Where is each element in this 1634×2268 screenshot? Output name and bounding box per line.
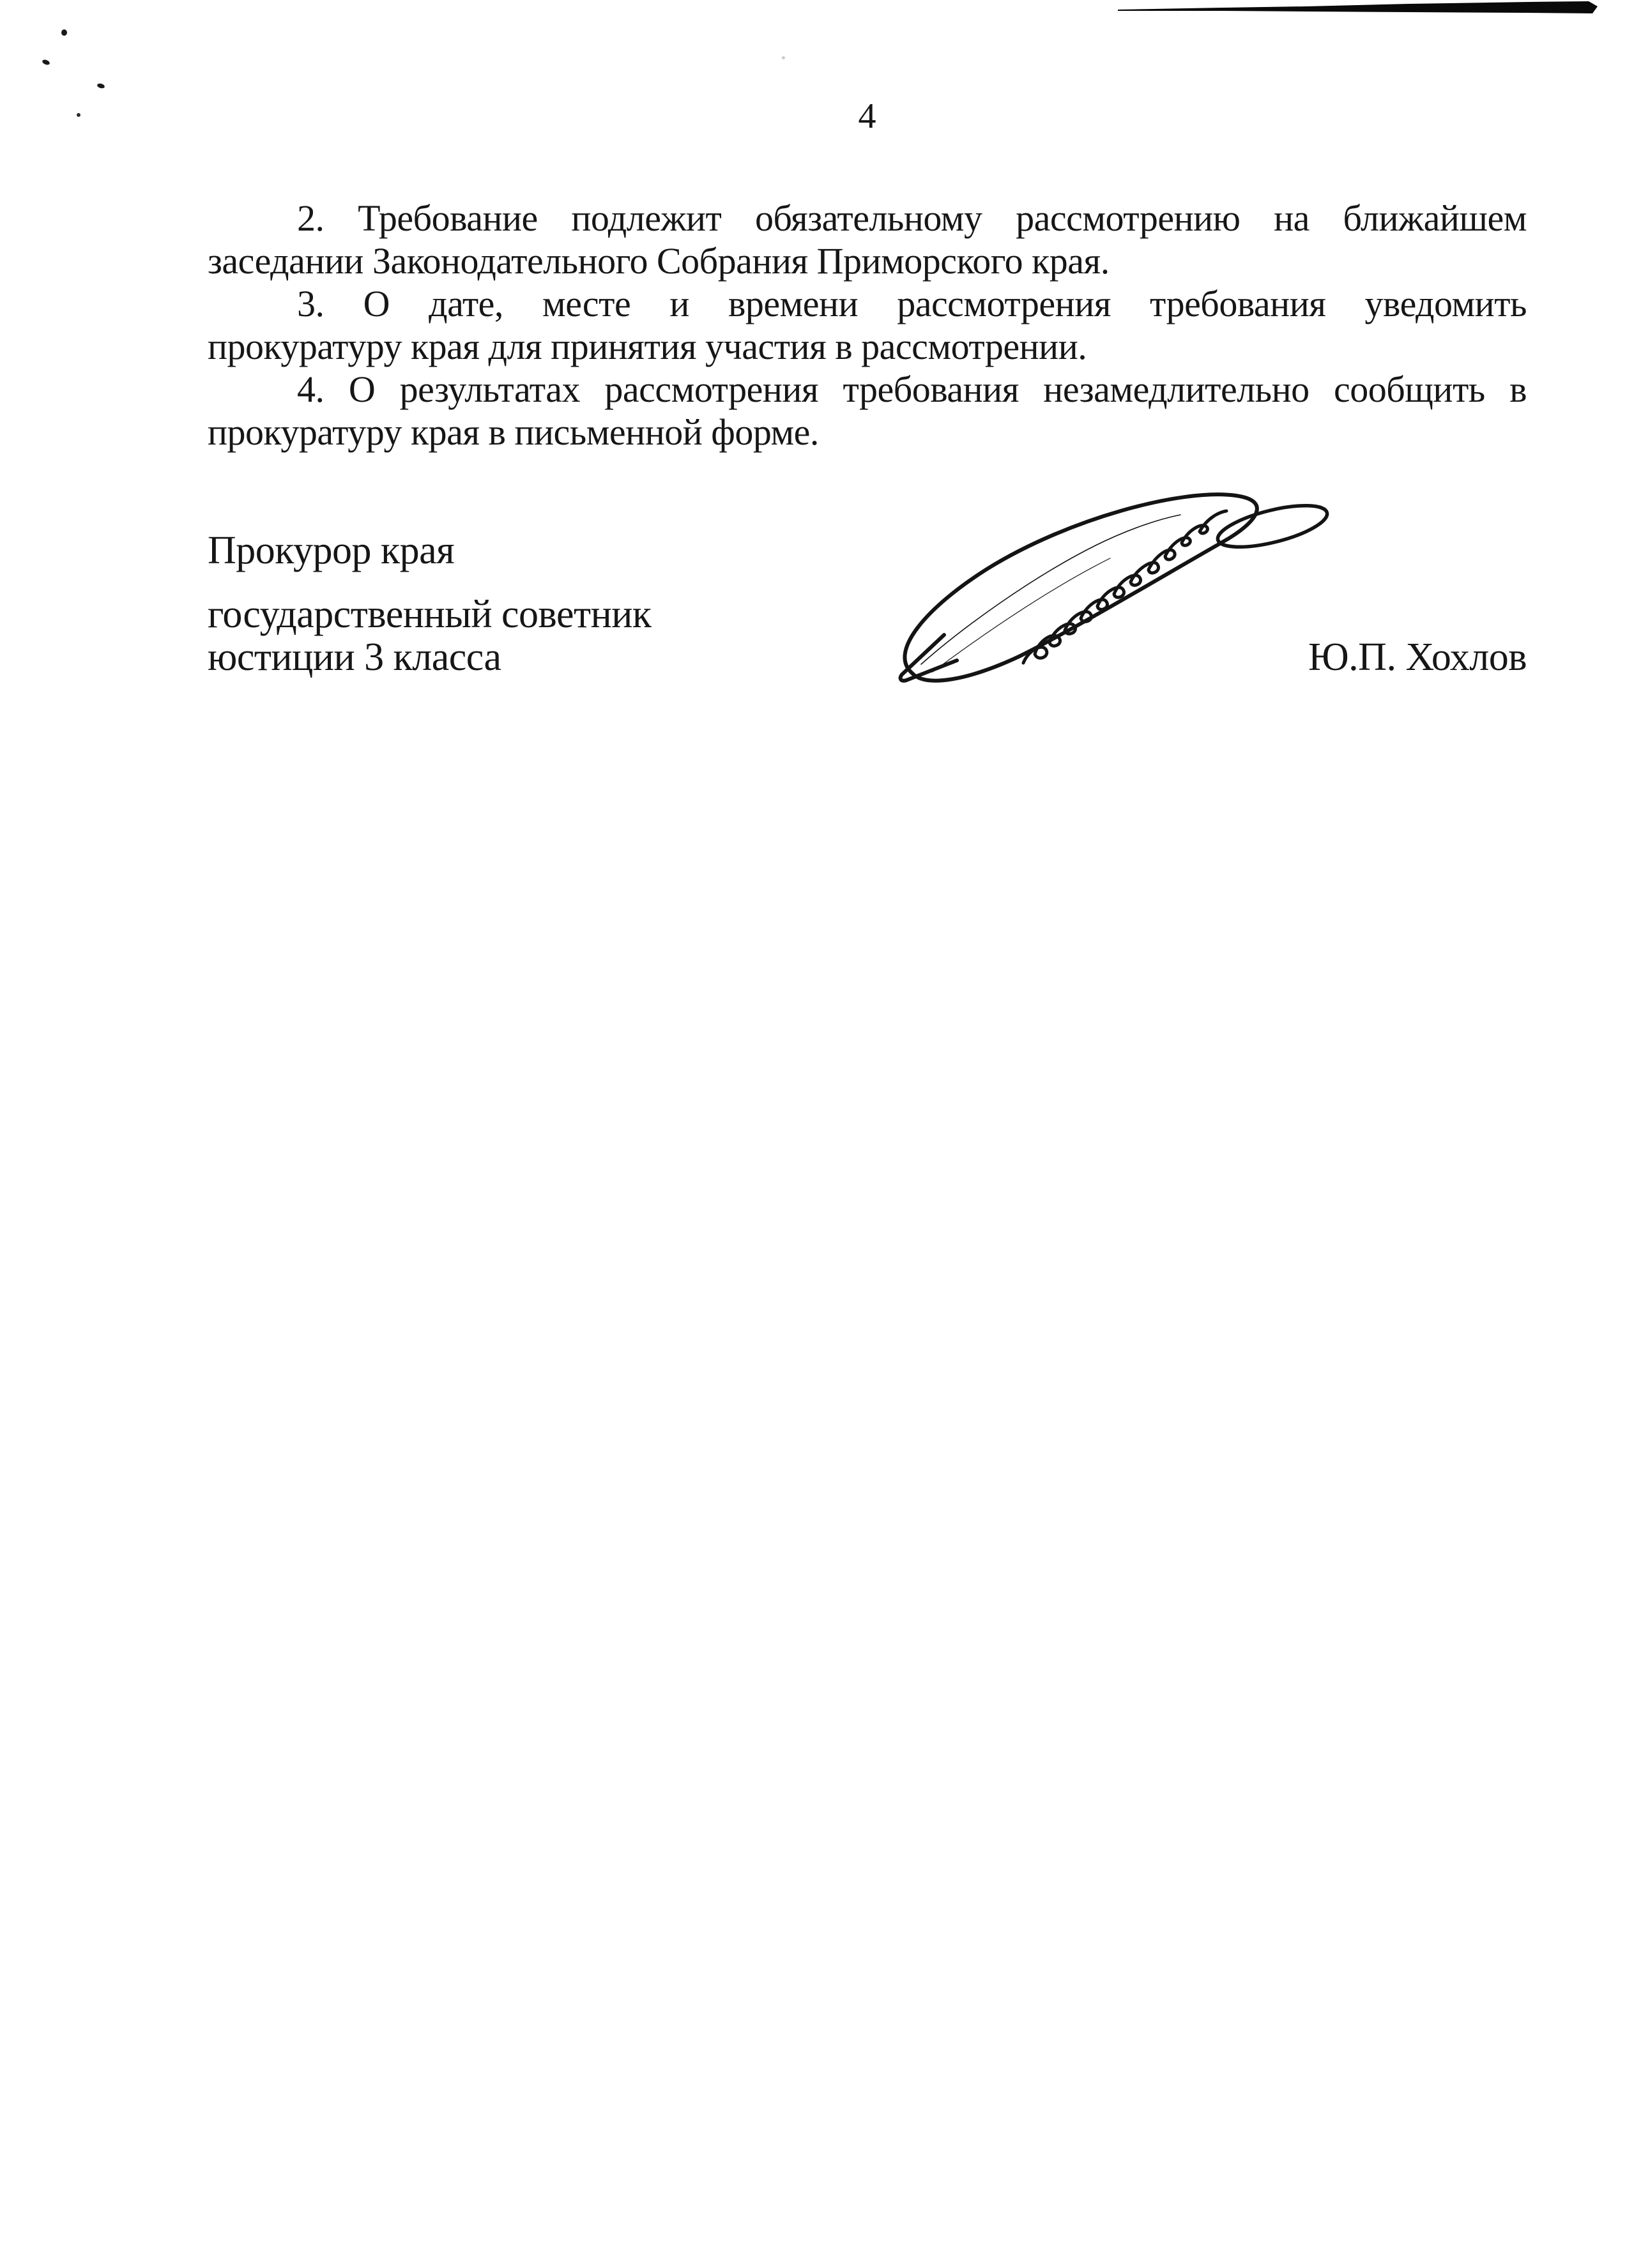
scan-speck xyxy=(782,56,785,59)
paragraph-3-line-2: прокуратуру края для принятия участия в рассмотрении. xyxy=(208,326,1087,367)
signer-rank-line-1: государственный советник xyxy=(208,593,652,636)
page-number: 4 xyxy=(858,96,876,136)
signature-image xyxy=(882,483,1336,695)
document-body xyxy=(208,197,1527,453)
scan-speck xyxy=(96,82,105,89)
signer-name: Ю.П. Хохлов xyxy=(1308,635,1527,679)
scan-speck xyxy=(42,59,50,66)
paragraph-4-line-2: прокуратуру края в письменной форме. xyxy=(208,411,819,453)
scan-speck xyxy=(61,29,67,36)
paragraph-3-line-1: 3. О дате, месте и времени рассмотрения требования уведомить xyxy=(297,283,1527,324)
paragraph-2-line-2: заседании Законодательного Собрания Приморского края. xyxy=(208,240,1110,282)
scan-artifact-black-wedge xyxy=(1115,1,1600,22)
signer-position-title: Прокурор края xyxy=(208,529,455,572)
signer-rank-line-2: юстиции 3 класса xyxy=(208,635,501,679)
scan-speck xyxy=(77,113,80,117)
paragraph-2-line-1: 2. Требование подлежит обязательному рассмотрению на ближайшем xyxy=(297,197,1527,239)
paragraph-4-line-1: 4. О результатах рассмотрения требования незамедлительно сообщить в xyxy=(297,369,1527,410)
